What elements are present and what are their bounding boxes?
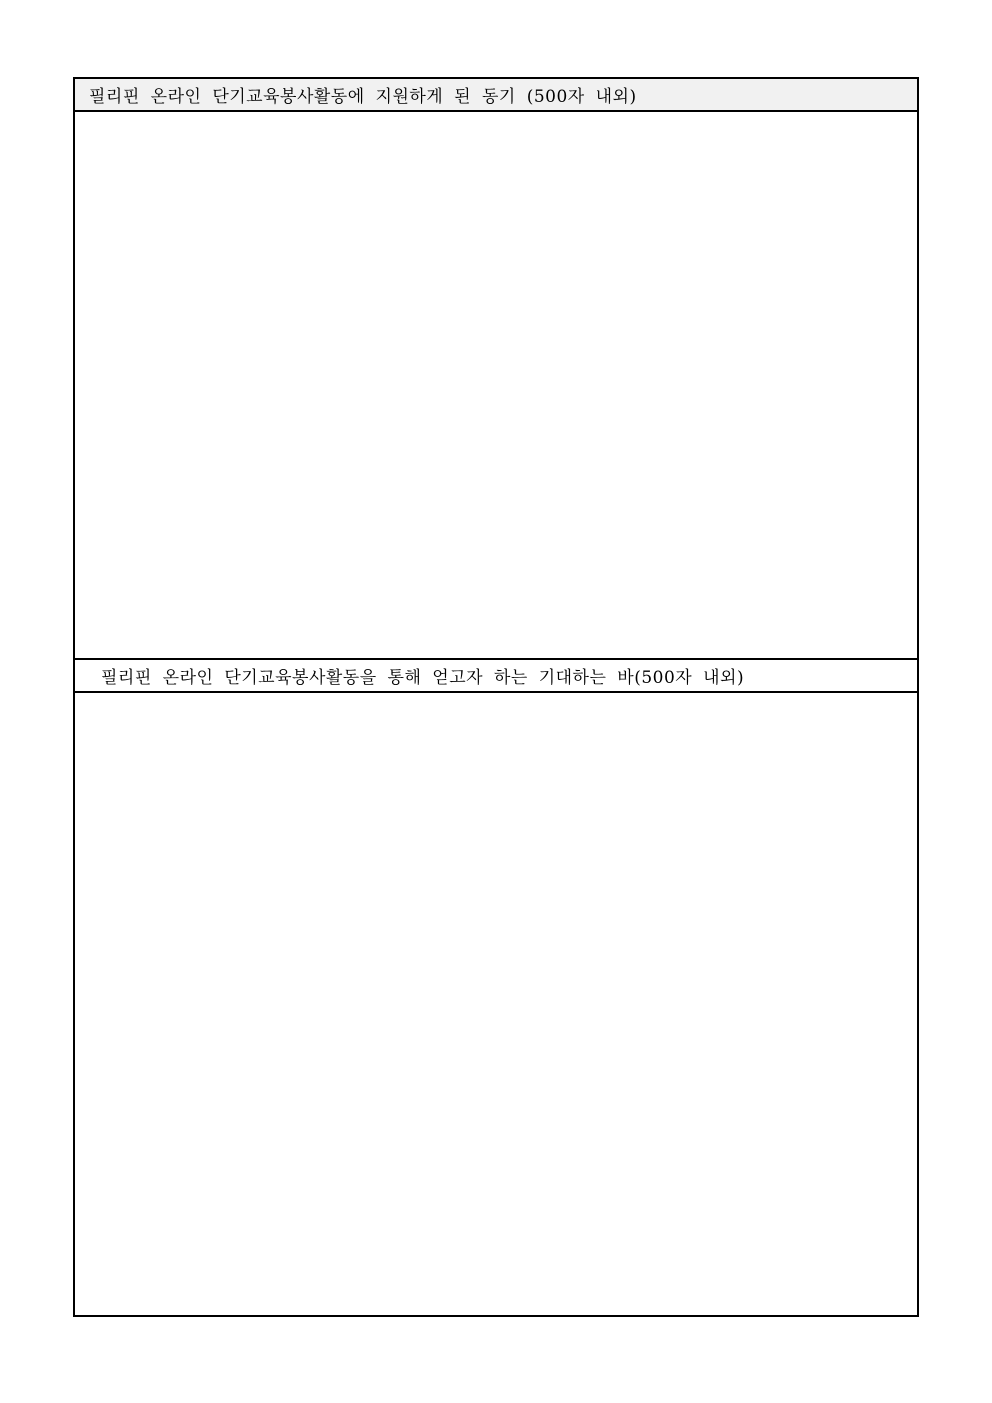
section-expectation-title: 필리핀 온라인 단기교육봉사활동을 통해 얻고자 하는 기대하는 바(500자 내외): [101, 668, 745, 688]
section-expectation-header: [75, 660, 917, 693]
section-motivation: [73, 77, 919, 660]
motivation-answer-area[interactable]: [75, 112, 917, 658]
section-motivation-title: 필리핀 온라인 단기교육봉사활동에 지원하게 된 동기 (500자 내외): [89, 87, 637, 107]
section-motivation-header: [75, 79, 917, 112]
section-expectation: [73, 658, 919, 1317]
application-form: [73, 77, 919, 1317]
expectation-answer-area[interactable]: [75, 693, 917, 1315]
